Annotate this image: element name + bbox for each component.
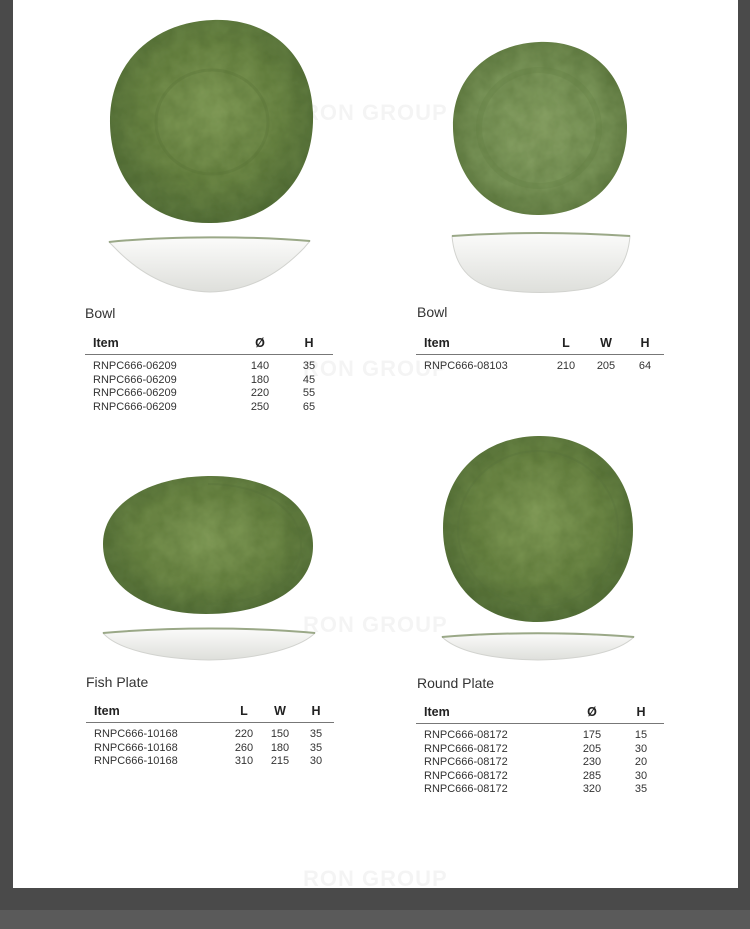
diameter-value: 180: [250, 373, 270, 386]
fish-plate-side-view-image: [101, 627, 317, 663]
diameter-value: 220: [250, 387, 270, 399]
diameter-value: 250: [250, 400, 270, 413]
item-code: RNPC666-08172: [424, 729, 508, 741]
spec-table-fish-plate: [86, 704, 334, 769]
deep-bowl-side-view-image: [450, 230, 632, 296]
brand-watermark: [303, 866, 448, 888]
table-row: [85, 387, 333, 401]
spec-table-bowl-2: [416, 336, 664, 374]
item-code: RNPC666-10168: [94, 741, 178, 754]
column-header-length: L: [226, 704, 262, 723]
column-header-diameter: Ø: [235, 336, 285, 355]
diameter-value: 230: [582, 756, 602, 768]
height-value: 35: [309, 741, 323, 754]
item-code: RNPC666-08172: [424, 742, 508, 755]
column-header-length: L: [546, 336, 586, 355]
item-code: RNPC666-08172: [424, 756, 508, 768]
product-title-round-plate: Round Plate: [417, 675, 495, 691]
product-title-bowl-2: Bowl: [417, 304, 448, 320]
column-header-item: Item: [85, 336, 235, 355]
table-row: [416, 770, 664, 784]
table-row: [86, 723, 334, 742]
height-value: 30: [309, 755, 323, 767]
item-code: RNPC666-06209: [93, 373, 177, 386]
height-value: 45: [302, 373, 316, 386]
length-value: 220: [234, 728, 254, 740]
diameter-value: 320: [582, 783, 602, 795]
diameter-value: 140: [250, 360, 270, 372]
product-title-bowl-1: Bowl: [85, 305, 116, 321]
column-header-width: W: [262, 704, 298, 723]
footer-band: [0, 910, 750, 929]
height-value: 64: [638, 360, 652, 372]
width-value: 180: [270, 741, 290, 754]
item-code: RNPC666-08172: [424, 783, 508, 795]
table-row: [85, 355, 333, 374]
round-plate-top-view-image: [441, 434, 635, 624]
table-row: [416, 756, 664, 770]
spec-table-round-plate: [416, 705, 664, 797]
deep-bowl-top-view-image: [451, 40, 631, 218]
item-code: RNPC666-08172: [424, 769, 508, 782]
bowl-side-view-image: [107, 236, 312, 296]
table-row: [416, 743, 664, 757]
length-value: 310: [234, 755, 254, 767]
bowl-top-view-image: [108, 18, 318, 228]
height-value: 15: [634, 729, 648, 741]
length-value: 260: [234, 741, 254, 754]
column-header-item: Item: [416, 336, 546, 355]
item-code: RNPC666-08103: [424, 360, 508, 372]
table-row: [86, 742, 334, 756]
spec-table-bowl-1: [85, 336, 333, 414]
width-value: 215: [270, 755, 290, 767]
diameter-value: 205: [582, 742, 602, 755]
fish-plate-top-view-image: [101, 474, 316, 616]
diameter-value: 285: [582, 769, 602, 782]
table-row: [416, 355, 664, 374]
item-code: RNPC666-06209: [93, 400, 177, 413]
column-header-height: H: [285, 336, 333, 355]
item-code: RNPC666-06209: [93, 387, 177, 399]
diameter-value: 175: [582, 729, 602, 741]
height-value: 55: [302, 387, 316, 399]
column-header-item: Item: [86, 704, 226, 723]
round-plate-side-view-image: [440, 632, 636, 662]
column-header-height: H: [618, 705, 664, 724]
height-value: 35: [302, 360, 316, 372]
item-code: RNPC666-10168: [94, 755, 178, 767]
height-value: 35: [634, 783, 648, 795]
column-header-width: W: [586, 336, 626, 355]
brand-watermark: [303, 612, 448, 638]
column-header-height: H: [626, 336, 664, 355]
width-value: 205: [596, 360, 616, 372]
column-header-item: Item: [416, 705, 566, 724]
table-row: [416, 783, 664, 797]
table-row: [86, 755, 334, 769]
column-header-diameter: Ø: [566, 705, 618, 724]
height-value: 30: [634, 742, 648, 755]
product-title-fish-plate: Fish Plate: [86, 674, 149, 690]
height-value: 65: [302, 400, 316, 413]
item-code: RNPC666-10168: [94, 728, 178, 740]
height-value: 30: [634, 769, 648, 782]
table-row: [85, 401, 333, 415]
table-row: [85, 374, 333, 388]
width-value: 150: [270, 728, 290, 740]
brand-watermark: [303, 100, 448, 126]
table-row: [416, 724, 664, 743]
catalog-sheet: [13, 0, 738, 888]
length-value: 210: [556, 360, 576, 372]
height-value: 35: [309, 728, 323, 740]
height-value: 20: [634, 756, 648, 768]
item-code: RNPC666-06209: [93, 360, 177, 372]
column-header-height: H: [298, 704, 334, 723]
